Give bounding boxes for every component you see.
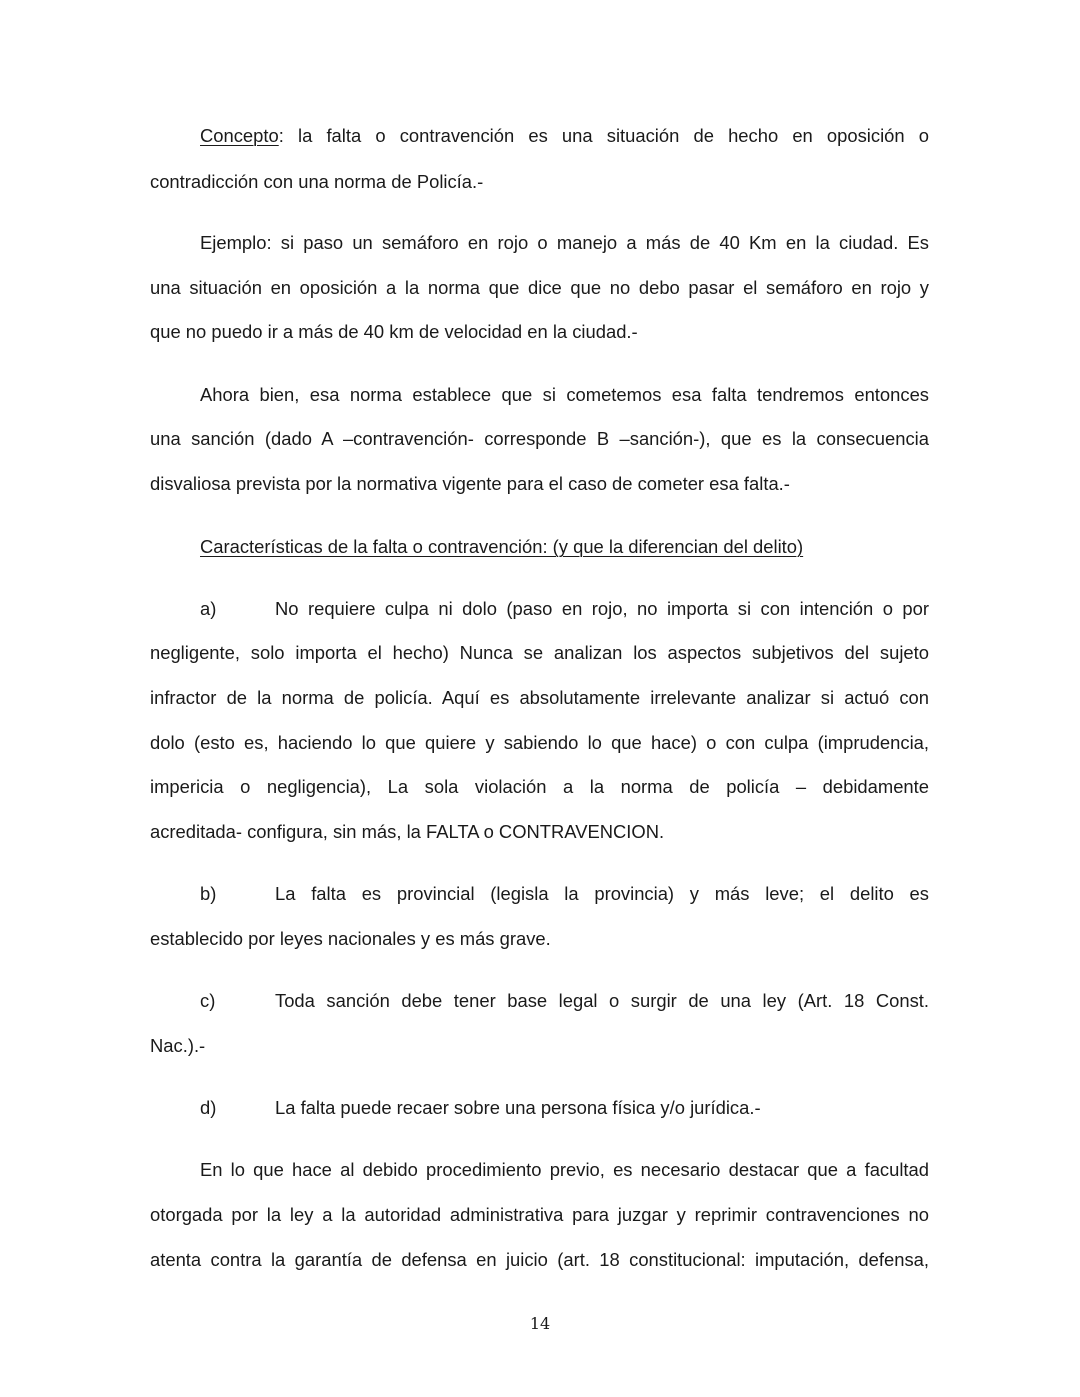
caracteristicas-heading: Características de la falta o contravención: (y que la diferencian del delito) [200, 536, 804, 557]
paragraph-line: La falta puede recaer sobre una persona física y/o jurídica.- [275, 1097, 761, 1118]
paragraph-line: contradicción con una norma de Policía.- [150, 171, 484, 192]
paragraph-line: establecido por leyes nacionales y es más grave. [150, 928, 551, 949]
paragraph-line: una situación en oposición a la norma que dice que no debo pasar el semáforo en rojo y [150, 277, 929, 298]
paragraph-line: disvaliosa prevista por la normativa vigente para el caso de cometer esa falta.- [150, 473, 790, 494]
paragraph-line: Toda sanción debe tener base legal o surgir de una ley (Art. 18 Const. [275, 990, 929, 1011]
paragraph-line: Ahora bien, esa norma establece que si cometemos esa falta tendremos entonces [200, 384, 929, 405]
paragraph-line: Nac.).- [150, 1035, 206, 1056]
list-item-label: d) [200, 1097, 217, 1118]
concepto-label: Concepto [200, 125, 279, 146]
paragraph-line: una sanción (dado A –contravención- corresponde B –sanción-), que es la consecuencia [150, 428, 929, 449]
paragraph-line: La falta es provincial (legisla la provincia) y más leve; el delito es [275, 883, 929, 904]
list-item-label: c) [200, 990, 216, 1011]
paragraph-line: otorgada por la ley a la autoridad administrativa para juzgar y reprimir contravenciones no [150, 1204, 929, 1225]
paragraph-line: En lo que hace al debido procedimiento previo, es necesario destacar que a facultad [200, 1159, 929, 1180]
paragraph-line: infractor de la norma de policía. Aquí es absolutamente irrelevante analizar si actuó con [150, 687, 929, 708]
page-number: 14 [529, 1314, 551, 1333]
paragraph-line: impericia o negligencia), La sola violación a la norma de policía – debidamente [150, 776, 929, 797]
paragraph-line: Concepto: la falta o contravención es una situación de hecho en oposición o [200, 125, 929, 146]
paragraph-line: atenta contra la garantía de defensa en juicio (art. 18 constitucional: imputación, defensa, [150, 1249, 929, 1270]
paragraph-line: dolo (esto es, haciendo lo que quiere y sabiendo lo que hace) o con culpa (imprudencia, [150, 732, 929, 753]
list-item-label: b) [200, 883, 217, 904]
list-item-label: a) [200, 598, 217, 619]
paragraph-line: Ejemplo: si paso un semáforo en rojo o manejo a más de 40 Km en la ciudad. Es [200, 232, 929, 253]
paragraph-line: negligente, solo importa el hecho) Nunca se analizan los aspectos subjetivos del sujeto [150, 642, 929, 663]
paragraph-line: No requiere culpa ni dolo (paso en rojo, no importa si con intención o por [275, 598, 929, 619]
paragraph-line: que no puedo ir a más de 40 km de velocidad en la ciudad.- [150, 321, 638, 342]
paragraph-line: acreditada- configura, sin más, la FALTA o CONTRAVENCION. [150, 821, 665, 842]
